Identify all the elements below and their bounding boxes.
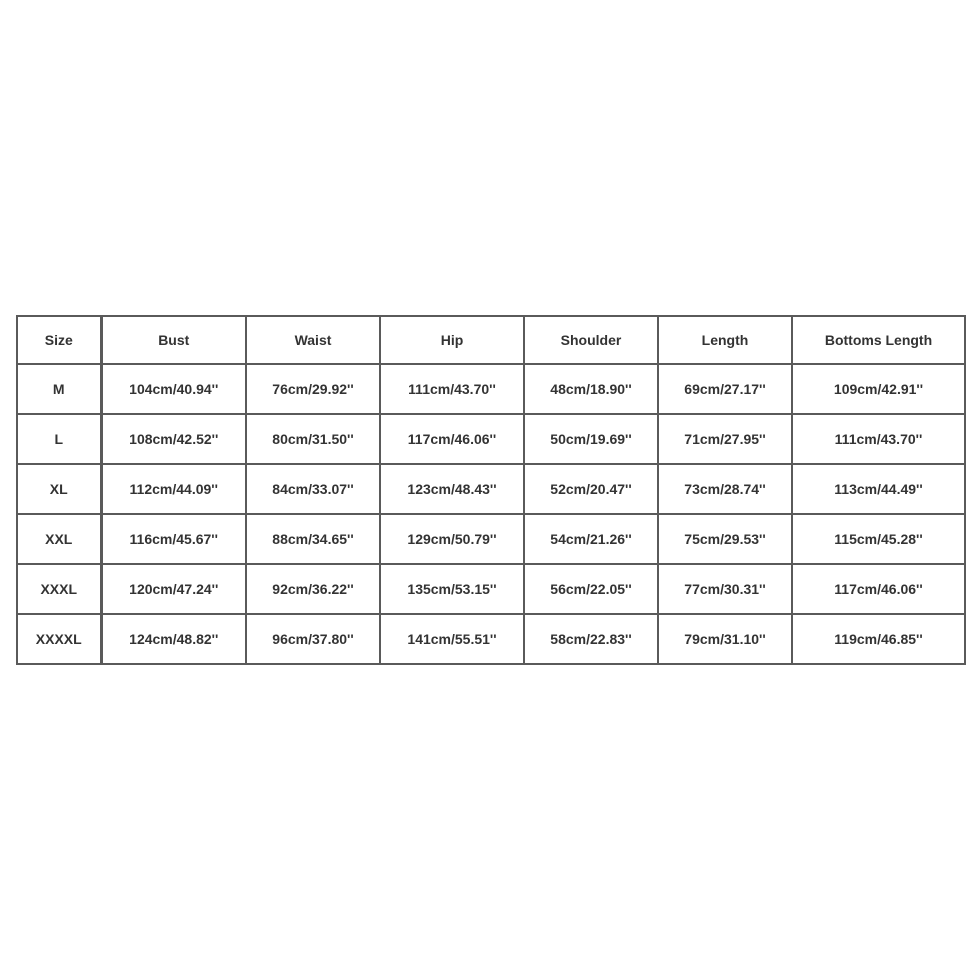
header-bottoms-length: Bottoms Length xyxy=(792,316,965,364)
table-cell-size: XXL xyxy=(17,514,101,564)
header-hip: Hip xyxy=(380,316,524,364)
table-cell: 111cm/43.70'' xyxy=(792,414,965,464)
table-cell: 71cm/27.95'' xyxy=(658,414,792,464)
table-cell: 117cm/46.06'' xyxy=(792,564,965,614)
table-cell: 77cm/30.31'' xyxy=(658,564,792,614)
size-chart-table xyxy=(16,315,966,665)
table-cell: 116cm/45.67'' xyxy=(101,514,246,564)
table-cell: 84cm/33.07'' xyxy=(246,464,380,514)
table-cell: 69cm/27.17'' xyxy=(658,364,792,414)
table-cell: 50cm/19.69'' xyxy=(524,414,658,464)
table-cell: 88cm/34.65'' xyxy=(246,514,380,564)
table-row xyxy=(17,464,965,514)
table-cell: 96cm/37.80'' xyxy=(246,614,380,664)
table-cell: 109cm/42.91'' xyxy=(792,364,965,414)
table-row xyxy=(17,614,965,664)
table-header-row xyxy=(17,316,965,364)
header-shoulder: Shoulder xyxy=(524,316,658,364)
table-cell: 76cm/29.92'' xyxy=(246,364,380,414)
table-cell: 111cm/43.70'' xyxy=(380,364,524,414)
table-cell: 119cm/46.85'' xyxy=(792,614,965,664)
header-bust: Bust xyxy=(101,316,246,364)
table-row xyxy=(17,364,965,414)
table-cell: 112cm/44.09'' xyxy=(101,464,246,514)
table-cell: 104cm/40.94'' xyxy=(101,364,246,414)
header-waist: Waist xyxy=(246,316,380,364)
table-cell: 113cm/44.49'' xyxy=(792,464,965,514)
table-cell-size: XXXL xyxy=(17,564,101,614)
table-cell: 129cm/50.79'' xyxy=(380,514,524,564)
table-cell: 75cm/29.53'' xyxy=(658,514,792,564)
table-row xyxy=(17,514,965,564)
table-row xyxy=(17,414,965,464)
table-cell: 141cm/55.51'' xyxy=(380,614,524,664)
table-cell: 108cm/42.52'' xyxy=(101,414,246,464)
table-cell: 54cm/21.26'' xyxy=(524,514,658,564)
table-cell: 120cm/47.24'' xyxy=(101,564,246,614)
table-cell: 124cm/48.82'' xyxy=(101,614,246,664)
table-cell-size: XL xyxy=(17,464,101,514)
table-cell: 79cm/31.10'' xyxy=(658,614,792,664)
table-cell: 56cm/22.05'' xyxy=(524,564,658,614)
table-cell-size: L xyxy=(17,414,101,464)
table-cell: 48cm/18.90'' xyxy=(524,364,658,414)
table-cell: 73cm/28.74'' xyxy=(658,464,792,514)
table-cell: 92cm/36.22'' xyxy=(246,564,380,614)
table-cell: 80cm/31.50'' xyxy=(246,414,380,464)
table-cell: 52cm/20.47'' xyxy=(524,464,658,514)
header-length: Length xyxy=(658,316,792,364)
table-cell-size: M xyxy=(17,364,101,414)
table-cell: 135cm/53.15'' xyxy=(380,564,524,614)
table-row xyxy=(17,564,965,614)
table-cell: 123cm/48.43'' xyxy=(380,464,524,514)
table-cell: 58cm/22.83'' xyxy=(524,614,658,664)
table-cell: 117cm/46.06'' xyxy=(380,414,524,464)
table-cell: 115cm/45.28'' xyxy=(792,514,965,564)
table-cell-size: XXXXL xyxy=(17,614,101,664)
header-size: Size xyxy=(17,316,101,364)
